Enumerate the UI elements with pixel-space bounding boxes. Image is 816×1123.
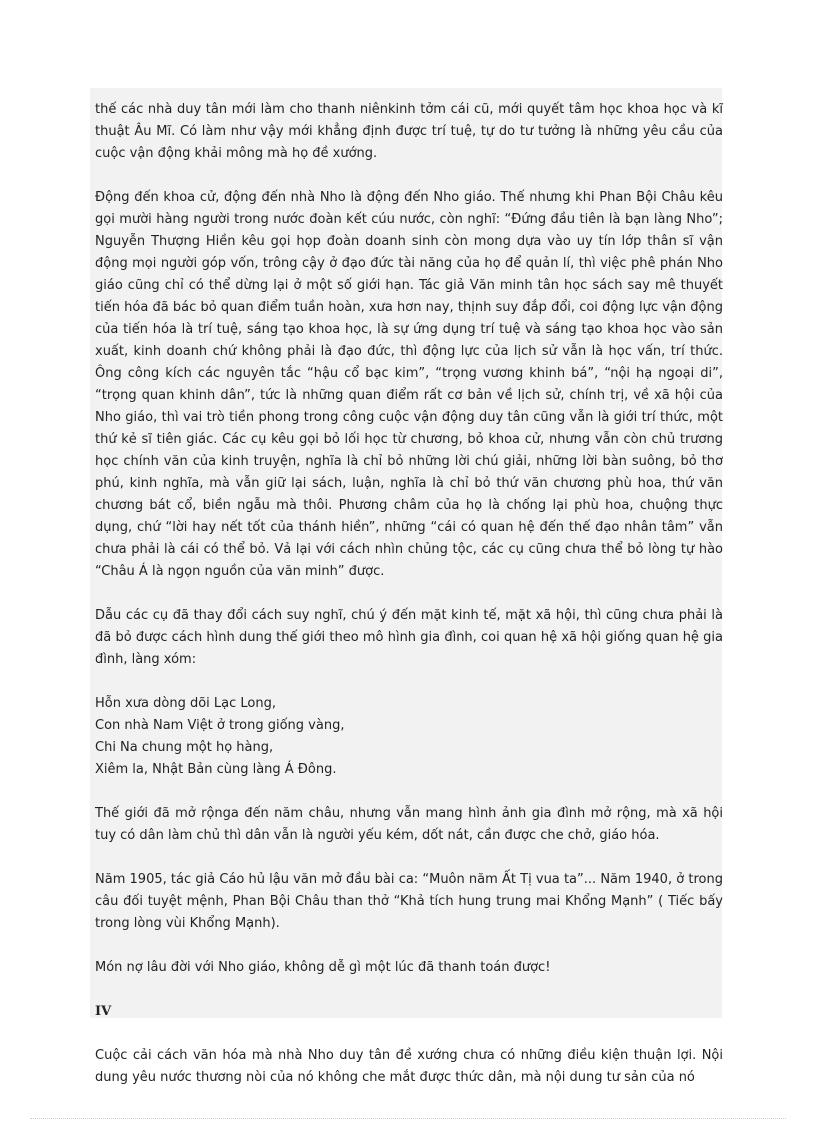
document-body <box>95 99 723 1111</box>
paragraph: Món nợ lâu đời với Nho giáo, không dễ gì một lúc đã thanh toán được! <box>95 960 551 975</box>
paragraph: thế các nhà duy tân mới làm cho thanh niênkinh tởm cái cũ, mới quyết tâm học khoa học và kĩ thuật Âu Mĩ. Có làm như vậy mới khẳng định được trí tuệ, tự do tư tưởng là những yêu cầu của cuộc vận động khải mông mà họ đề xướng. <box>95 102 723 161</box>
paragraph: Cuộc cải cách văn hóa mà nhà Nho duy tân đề xướng chưa có những điều kiện thuận lợi. Nội dung yêu nước thương nòi của nó không che mắt được thức dân, mà nội dung tư sản của nó <box>95 1048 723 1085</box>
paragraph: Dẫu các cụ đã thay đổi cách suy nghĩ, chú ý đến mặt kinh tế, mặt xã hội, thì cũng chưa phải là đã bỏ được cách hình dung thế giới theo mô hình gia đình, coi quan hệ xã hội giống quan hệ gia đình, làng xóm: <box>95 608 723 667</box>
paragraph: Thế giới đã mở rộnga đến năm châu, nhưng vẫn mang hình ảnh gia đình mở rộng, mà xã hội tuy có dân làm chủ thì dân vẫn là người yếu kém, dốt nát, cần được che chở, giáo hóa. <box>95 806 723 843</box>
section-heading: IV <box>95 1004 112 1019</box>
page-bottom-divider <box>30 1118 786 1119</box>
paragraph: Động đến khoa cử, động đến nhà Nho là động đến Nho giáo. Thế nhưng khi Phan Bội Châu kêu gọi mười hàng người trong nước đoàn kết cúu nước, còn nghĩ: “Đứng đầu tiên là bạn làng Nho”; Nguyễn Thượng Hiền kêu gọi họp đoàn doanh sinh còn mong dựa vào uy tín lớp thân sĩ vận động mọi người góp vốn, trông cậy ở đạo đức tài năng của họ để quản lí, thì việc phê phán Nho giáo cũng chỉ có thể dừng lại ở một số giới hạn. Tác giả Văn minh tân học sách say mê thuyết tiến hóa đã bác bỏ quan điểm tuần hoàn, xưa hơn nay, thịnh suy đắp đổi, coi động lực vận động của tiến hóa là trí tuệ, sáng tạo khoa học, là sự ứng dụng trí tuệ và sáng tạo khoa học vào sản xuất, kinh doanh chứ không phải là đạo đức, thì động lực của lịch sử vẫn là học vấn, trí thức. Ông công kích các nguyên tắc “hậu cổ bạc kim”, “trọng vương khinh bá”, “nội hạ ngoại di”, “trọng quan khinh dân”, tức là những quan điểm rất cơ bản về lịch sử, chính trị, về xã hội của Nho giáo, thì vai trò tiền phong trong công cuộc vận động duy tân cũng vẫn là giới trí thức, một thứ kẻ sĩ tiên giác. Các cụ kêu gọi bỏ lối học từ chương, bỏ khoa cử, nhưng vẫn còn chủ trương học chính văn của kinh truyện, nghĩa là chỉ bỏ những lời chú giải, những lời bàn suông, bỏ thơ phú, kinh nghĩa, mà vẫn giữ lại sách, luận, nghĩa là chỉ bỏ thứ văn chương phù hoa, thứ văn chương bát cổ, biền ngẫu mà thôi. Phương châm của họ là chống lại phù hoa, chuộng thực dụng, chứ “lời hay nết tốt của thánh hiền”, những “cái có quan hệ đến thế đạo nhân tâm” vẫn chưa phải là cái có thể bỏ. Vả lại với cách nhìn chủng tộc, các cụ cũng chưa thể bỏ lòng tự hào “Châu Á là ngọn nguồn của văn minh” được. <box>95 190 723 579</box>
poem-stanza: Hỗn xưa dòng dõi Lạc Long, Con nhà Nam Việt ở trong giống vàng, Chi Na chung một họ hàng, Xiêm la, Nhật Bản cùng làng Á Đông. <box>95 696 345 777</box>
paragraph: Năm 1905, tác giả Cáo hủ lậu văn mở đầu bài ca: “Muôn năm Ất Tị vua ta”... Năm 1940, ở trong câu đối tuyệt mệnh, Phan Bội Châu than thở “Khả tích hung trung mai Khổng Mạnh” ( Tiếc bấy trong lòng vùi Khổng Mạnh). <box>95 872 723 931</box>
